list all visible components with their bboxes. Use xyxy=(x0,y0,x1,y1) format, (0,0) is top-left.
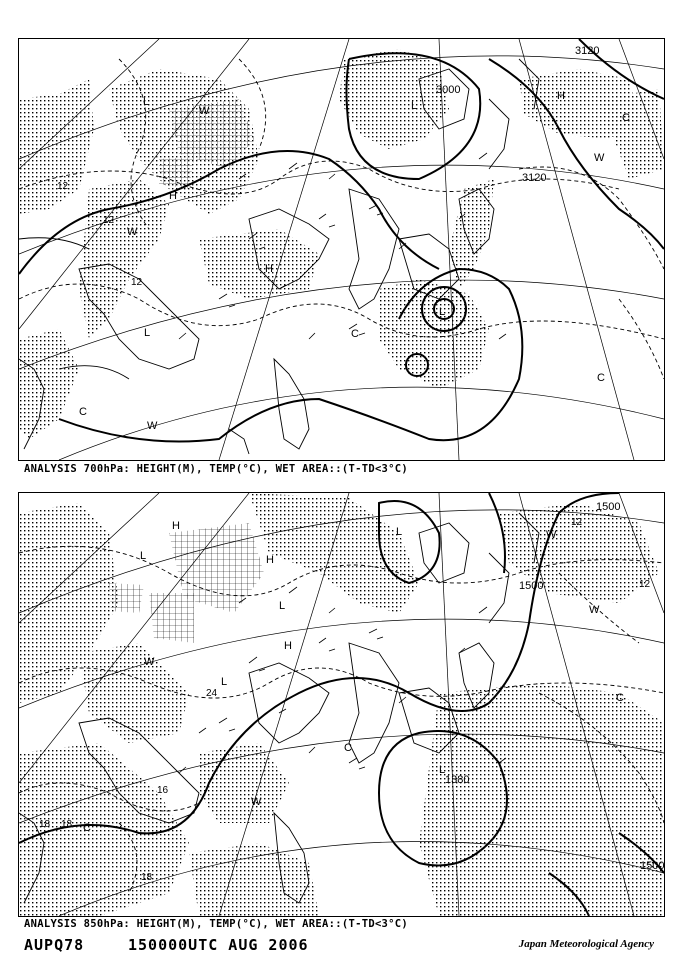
isotherm-label: 12 xyxy=(571,517,583,528)
contour-label: 3120 xyxy=(575,45,600,57)
low-symbol: L xyxy=(439,306,446,318)
warm-center-symbol: W xyxy=(251,796,262,808)
map-850hpa xyxy=(18,492,665,917)
low-symbol: L xyxy=(279,600,286,612)
warm-center-symbol: W xyxy=(589,604,600,616)
high-symbol: H xyxy=(169,190,177,202)
isotherm-label: 12 xyxy=(639,579,651,590)
isotherm-label: 18 xyxy=(141,872,153,883)
cold-center-symbol: C xyxy=(597,372,605,384)
low-symbol: L xyxy=(396,526,403,538)
low-symbol: L xyxy=(143,96,150,108)
wet-areas-850 xyxy=(19,493,664,916)
warm-center-symbol: W xyxy=(546,529,557,541)
isotherm-label: 24 xyxy=(206,688,218,699)
low-symbol: L xyxy=(144,327,151,339)
isotherm-label: 12 xyxy=(57,181,69,192)
caption-850hpa: ANALYSIS 850hPa: HEIGHT(M), TEMP(°C), WET AREA::(T-TD<3°C) xyxy=(24,918,409,930)
map-700hpa-canvas xyxy=(19,39,664,460)
high-symbol: H xyxy=(265,263,273,275)
caption-700hpa: ANALYSIS 700hPa: HEIGHT(M), TEMP(°C), WET AREA::(T-TD<3°C) xyxy=(24,463,409,475)
warm-center-symbol: W xyxy=(594,152,605,164)
map-700hpa xyxy=(18,38,665,461)
map-850hpa-canvas xyxy=(19,493,664,916)
high-symbol: H xyxy=(284,640,292,652)
isotherm-label: 12 xyxy=(103,215,115,226)
cold-center-symbol: C xyxy=(344,742,352,754)
warm-center-symbol: W xyxy=(127,226,138,238)
contour-label: 1500 xyxy=(640,860,664,872)
cold-center-symbol: C xyxy=(351,328,359,340)
high-symbol: H xyxy=(172,520,180,532)
dry-hatch-850 xyxy=(109,523,264,643)
high-symbol: H xyxy=(266,554,274,566)
contour-label: 1380 xyxy=(445,774,470,786)
low-symbol: L xyxy=(439,764,446,776)
low-symbol: L xyxy=(140,550,147,562)
high-symbol: H xyxy=(557,90,565,102)
chart-code: AUPQ78 xyxy=(24,936,85,954)
warm-center-symbol: W xyxy=(199,105,210,117)
cold-center-symbol: C xyxy=(83,822,91,834)
low-symbol: L xyxy=(221,676,228,688)
cold-center-symbol: C xyxy=(79,406,87,418)
contour-label: 3120 xyxy=(522,172,547,184)
contour-label: 1500 xyxy=(596,501,621,513)
isotherm-label: 12 xyxy=(131,277,143,288)
isotherm-label: 16 xyxy=(157,785,169,796)
low-symbol: L xyxy=(411,100,418,112)
warm-center-symbol: W xyxy=(147,420,158,432)
agency-name: Japan Meteorological Agency xyxy=(518,938,654,950)
isotherm-label: 18 xyxy=(39,819,51,830)
isotherm-label: 18 xyxy=(61,819,73,830)
contour-label: 3000 xyxy=(436,84,461,96)
cold-center-symbol: C xyxy=(622,112,630,124)
cold-center-symbol: C xyxy=(616,692,624,704)
contour-label: 1500 xyxy=(519,580,544,592)
wet-areas-700 xyxy=(19,49,664,439)
warm-center-symbol: W xyxy=(144,656,155,668)
valid-time: 150000UTC AUG 2006 xyxy=(128,936,309,954)
